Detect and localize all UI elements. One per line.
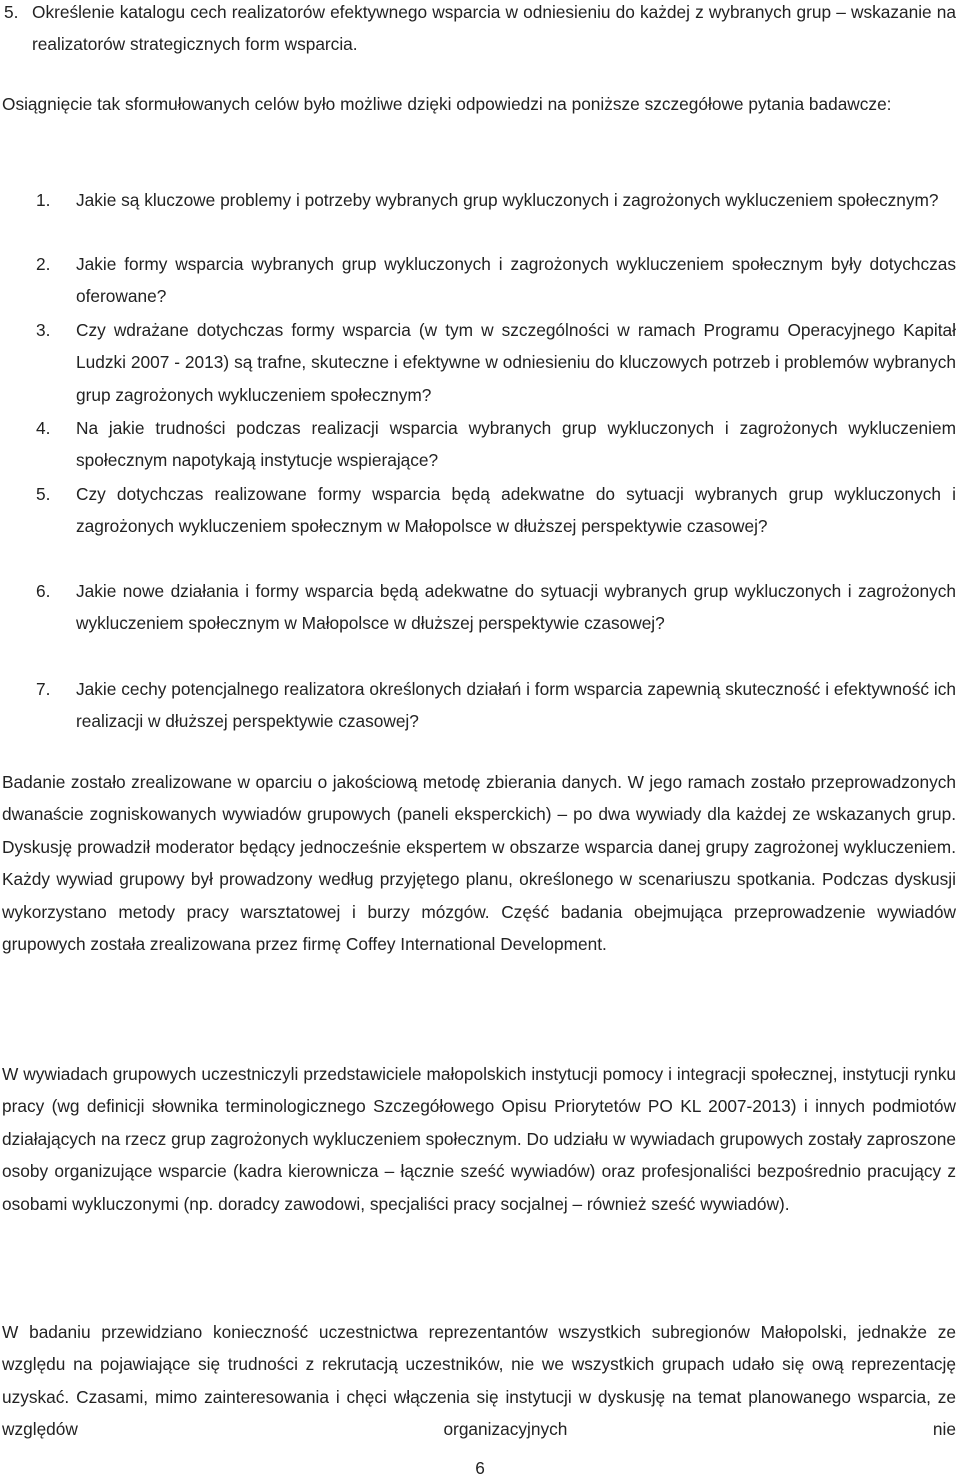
question-number: 5.	[36, 484, 51, 504]
question-text: Jakie formy wsparcia wybranych grup wykluczonych i zagrożonych wykluczeniem społecznym były dotychczas oferowane?	[76, 254, 956, 307]
objective-item-5	[0, 0, 960, 61]
question-text: Czy wdrażane dotychczas formy wsparcia (w tym w szczególności w ramach Programu Operacyjnego Kapitał Ludzki 2007 - 2013) są trafne, skuteczne i efektywne w odniesieniu do kluczowych potrzeb i problemów wybranych grup zagrożonych wykluczeniem społecznym?	[76, 320, 956, 405]
page-number: 6	[475, 1458, 485, 1478]
question-number: 4.	[36, 418, 51, 438]
question-text: Czy dotychczas realizowane formy wsparcia będą adekwatne do sytuacji wybranych grup wykluczonych i zagrożonych wykluczeniem społecznym w Małopolsce w dłuższej perspektywie czasowej?	[76, 484, 956, 537]
question-item	[0, 575, 960, 673]
research-questions-list	[0, 184, 960, 739]
question-item	[0, 478, 960, 575]
question-text: Na jakie trudności podczas realizacji wsparcia wybranych grup wykluczonych i zagrożonych wykluczeniem społecznym napotykają instytucje wspierające?	[76, 418, 956, 471]
question-text: Jakie są kluczowe problemy i potrzeby wybranych grup wykluczonych i zagrożonych wykluczeniem społecznym?	[76, 190, 939, 210]
participants-paragraph: W wywiadach grupowych uczestniczyli przedstawiciele małopolskich instytucji pomocy i integracji społecznej, instytucji rynku pracy (wg definicji słownika terminologicznego Szczegółowego Opisu Priorytetów PO KL 2007-2013) i innych podmiotów działających na rzecz grup zagrożonych wykluczeniem społecznym. Do udziału w wywiadach grupowych zostały zaproszone osoby organizujące wsparcie (kadra kierownicza – łącznie sześć wywiadów) oraz profesjonaliści bezpośrednio pracujący z osobami wykluczonymi (np. doradcy zawodowi, specjaliści pracy socjalnej – również sześć wywiadów).	[2, 1064, 956, 1214]
question-item	[0, 412, 960, 478]
question-text: Jakie nowe działania i formy wsparcia będą adekwatne do sytuacji wybranych grup wykluczonych i zagrożonych wykluczeniem społecznym w Małopolsce w dłuższej perspektywie czasowej?	[76, 581, 956, 634]
question-number: 7.	[36, 679, 51, 699]
question-number: 6.	[36, 581, 51, 601]
method-paragraph: Badanie zostało zrealizowane w oparciu o jakościową metodę zbierania danych. W jego ramach zostało przeprowadzonych dwanaście zogniskowanych wywiadów grupowych (paneli eksperckich) – po dwa wywiady dla każdej ze wskazanych grup. Dyskusję prowadził moderator będący jednocześnie ekspertem w obszarze wsparcia danej grupy zagrożonej wykluczeniem. Każdy wywiad grupowy był prowadzony według przyjętego planu, określonego w scenariuszu spotkania. Podczas dyskusji wykorzystano metody pracy warsztatowej i burzy mózgów. Część badania obejmująca przeprowadzenie wywiadów grupowych została zrealizowana przez firmę Coffey International Development.	[2, 772, 956, 955]
objective-item-text: Określenie katalogu cech realizatorów efektywnego wsparcia w odniesieniu do każdej z wybranych grup – wskazanie na realizatorów strategicznych form wsparcia.	[32, 2, 956, 55]
question-item	[0, 184, 960, 248]
objective-item-number: 5.	[4, 2, 19, 22]
subregions-paragraph: W badaniu przewidziano konieczność uczestnictwa reprezentantów wszystkich subregionów Małopolski, jednakże ze względu na pojawiające się trudności z rekrutacją uczestników, nie we wszystkich grupach udało się ową reprezentację uzyskać. Czasami, mimo zainteresowania i chęci włączenia się instytucji w dyskusję na temat planowanego wsparcia, ze względów organizacyjnych nie	[2, 1322, 956, 1440]
question-number: 1.	[36, 190, 51, 210]
question-item	[0, 314, 960, 412]
question-item	[0, 673, 960, 739]
question-number: 3.	[36, 320, 51, 340]
question-number: 2.	[36, 254, 51, 274]
question-text: Jakie cechy potencjalnego realizatora określonych działań i form wsparcia zapewnią skuteczność i efektywność ich realizacji w dłuższej perspektywie czasowej?	[76, 679, 956, 732]
question-item	[0, 248, 960, 314]
intro-paragraph: Osiągnięcie tak sformułowanych celów było możliwe dzięki odpowiedzi na poniższe szczegółowe pytania badawcze:	[2, 94, 892, 114]
